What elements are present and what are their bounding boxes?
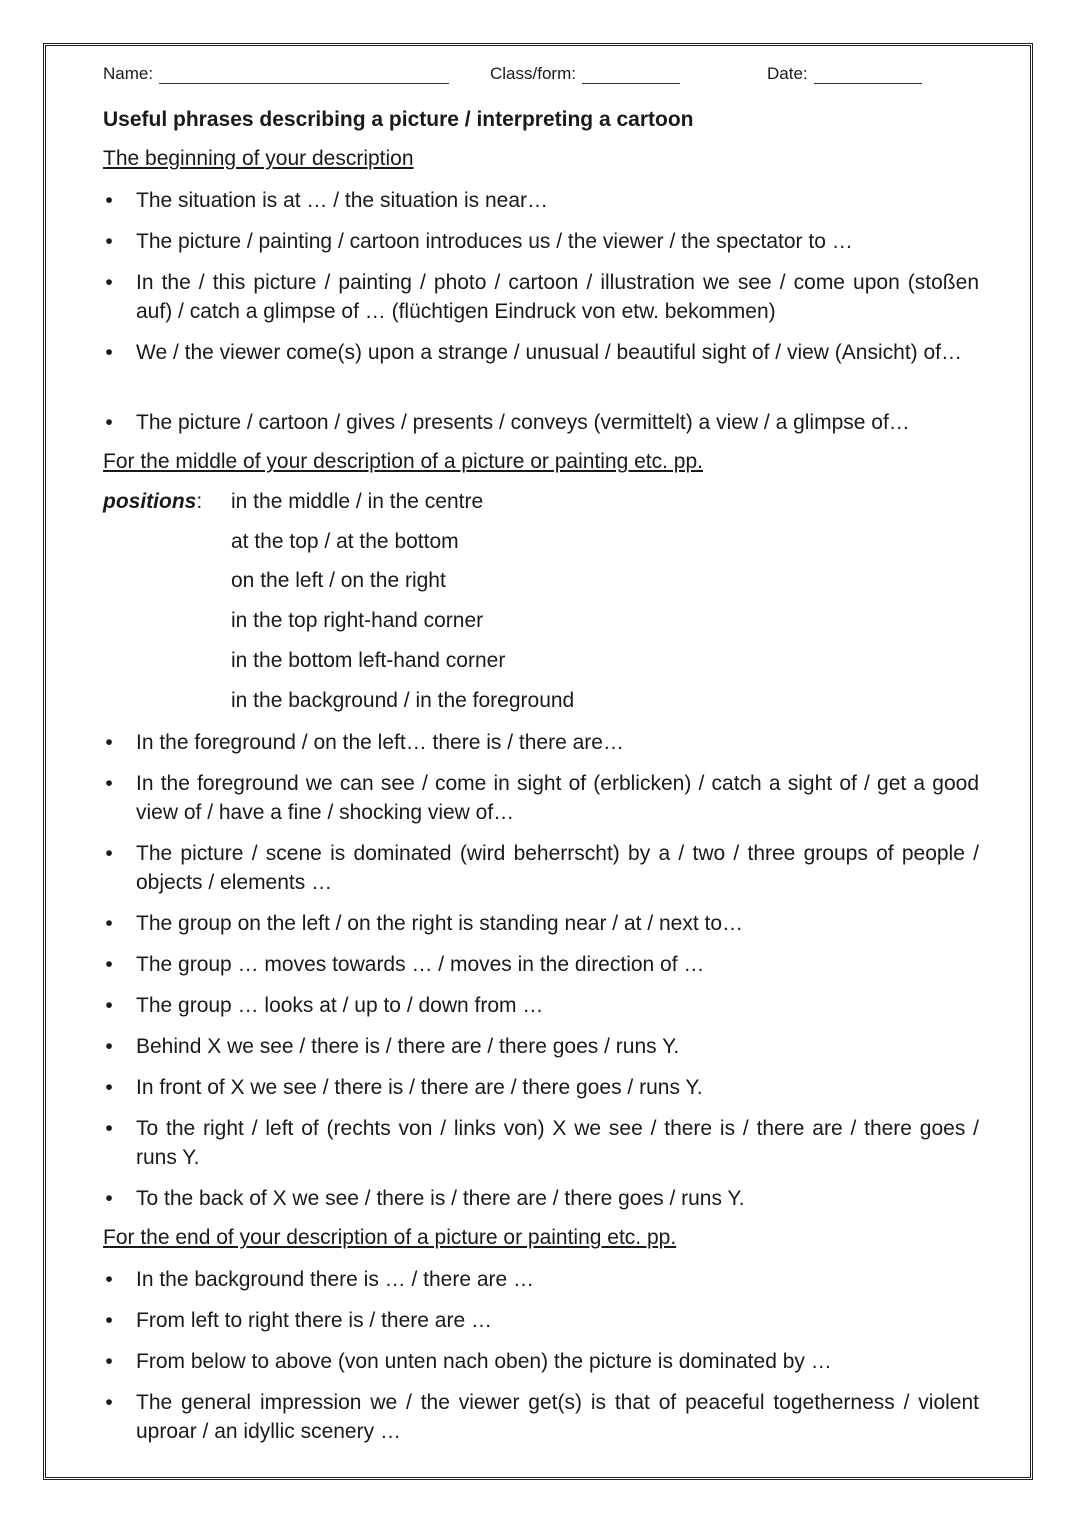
bullet-icon: •	[105, 230, 113, 253]
position-phrase: in the background / in the foreground	[231, 689, 575, 712]
list-item	[103, 268, 979, 326]
list-item-text: To the right / left of (rechts von / links von) X we see / there is / there are / there goes / runs Y.	[136, 1117, 979, 1169]
position-phrase: in the middle / in the centre	[231, 490, 484, 513]
bullet-icon: •	[105, 271, 113, 294]
list-item	[103, 1114, 979, 1172]
section-heading-middle: For the middle of your description of a picture or painting etc. pp.	[103, 450, 703, 473]
list-item	[103, 227, 979, 256]
position-phrase: in the bottom left-hand corner	[231, 649, 506, 672]
list-item-text: The group … looks at / up to / down from …	[136, 994, 544, 1017]
bullet-icon: •	[105, 189, 113, 212]
bullet-icon: •	[105, 1035, 113, 1058]
bullet-icon: •	[105, 1076, 113, 1099]
class-label: Class/form:	[490, 64, 576, 83]
list-item	[103, 1306, 979, 1335]
list-item-text: The group on the left / on the right is standing near / at / next to…	[136, 912, 744, 935]
list-item-text: In the foreground / on the left… there is / there are…	[136, 731, 624, 754]
list-item	[103, 950, 979, 979]
list-item-text: The group … moves towards … / moves in the direction of …	[136, 953, 705, 976]
list-item-text: Behind X we see / there is / there are / there goes / runs Y.	[136, 1035, 680, 1058]
list-item	[103, 186, 979, 215]
list-item-text: In front of X we see / there is / there are / there goes / runs Y.	[136, 1076, 703, 1099]
section-heading-end: For the end of your description of a picture or painting etc. pp.	[103, 1226, 677, 1249]
bullet-icon: •	[105, 1187, 113, 1210]
positions-label-text: positions	[103, 490, 197, 513]
list-item	[103, 839, 979, 897]
list-item	[103, 338, 979, 367]
list-item-text: The general impression we / the viewer get(s) is that of peaceful togetherness / violent uproar / an idyllic scenery …	[136, 1391, 979, 1443]
page-title: Useful phrases describing a picture / interpreting a cartoon	[103, 108, 694, 131]
bullet-icon: •	[105, 1268, 113, 1291]
section-heading-beginning: The beginning of your description	[103, 147, 414, 170]
bullet-icon: •	[105, 1350, 113, 1373]
bullet-icon: •	[105, 411, 113, 434]
list-item	[103, 769, 979, 827]
list-item	[103, 1347, 979, 1376]
list-item	[103, 1388, 979, 1446]
list-item-text: The picture / cartoon / gives / presents / conveys (vermittelt) a view / a glimpse of…	[136, 411, 910, 434]
position-phrase: at the top / at the bottom	[231, 530, 459, 553]
list-item-text: The situation is at … / the situation is near…	[136, 189, 549, 212]
list-item	[103, 1073, 979, 1102]
positions-colon: :	[196, 490, 203, 513]
header-row	[103, 64, 933, 86]
bullet-icon: •	[105, 1309, 113, 1332]
list-item-text: In the foreground we can see / come in sight of (erblicken) / catch a sight of / get a good view of / have a fine / shocking view of…	[136, 772, 979, 824]
name-line[interactable]	[159, 67, 449, 84]
date-label: Date:	[767, 64, 808, 83]
list-item-text: In the / this picture / painting / photo / cartoon / illustration we see / come upon (stoßen auf) / catch a glimpse of … (flüchtigen Eindruck von etw. bekommen)	[136, 271, 979, 323]
class-field	[490, 64, 680, 84]
list-item-text: We / the viewer come(s) upon a strange / unusual / beautiful sight of / view (Ansicht) of…	[136, 341, 963, 364]
bullet-icon: •	[105, 1391, 113, 1414]
list-item	[103, 991, 979, 1020]
positions-label	[103, 490, 202, 514]
bullet-icon: •	[105, 912, 113, 935]
list-item-text: From left to right there is / there are …	[136, 1309, 492, 1332]
bullet-icon: •	[105, 772, 113, 795]
list-item	[103, 1184, 979, 1213]
list-item-text: The picture / painting / cartoon introduces us / the viewer / the spectator to …	[136, 230, 853, 253]
name-label: Name:	[103, 64, 154, 83]
bullet-icon: •	[105, 994, 113, 1017]
list-item	[103, 408, 979, 437]
list-item	[103, 1265, 979, 1294]
date-line[interactable]	[814, 67, 922, 84]
list-item-text: The picture / scene is dominated (wird beherrscht) by a / two / three groups of people / objects / elements …	[136, 842, 979, 894]
position-phrase: on the left / on the right	[231, 569, 446, 592]
date-field	[767, 64, 922, 84]
position-phrase: in the top right-hand corner	[231, 609, 484, 632]
list-item	[103, 1032, 979, 1061]
bullet-icon: •	[105, 341, 113, 364]
list-item-text: In the background there is … / there are …	[136, 1268, 535, 1291]
list-item-text: To the back of X we see / there is / there are / there goes / runs Y.	[136, 1187, 745, 1210]
list-item-text: From below to above (von unten nach oben) the picture is dominated by …	[136, 1350, 832, 1373]
bullet-icon: •	[105, 842, 113, 865]
list-item	[103, 909, 979, 938]
list-item	[103, 728, 979, 757]
name-field	[103, 64, 449, 84]
bullet-icon: •	[105, 953, 113, 976]
class-line[interactable]	[582, 67, 680, 84]
bullet-icon: •	[105, 1117, 113, 1140]
bullet-icon: •	[105, 731, 113, 754]
